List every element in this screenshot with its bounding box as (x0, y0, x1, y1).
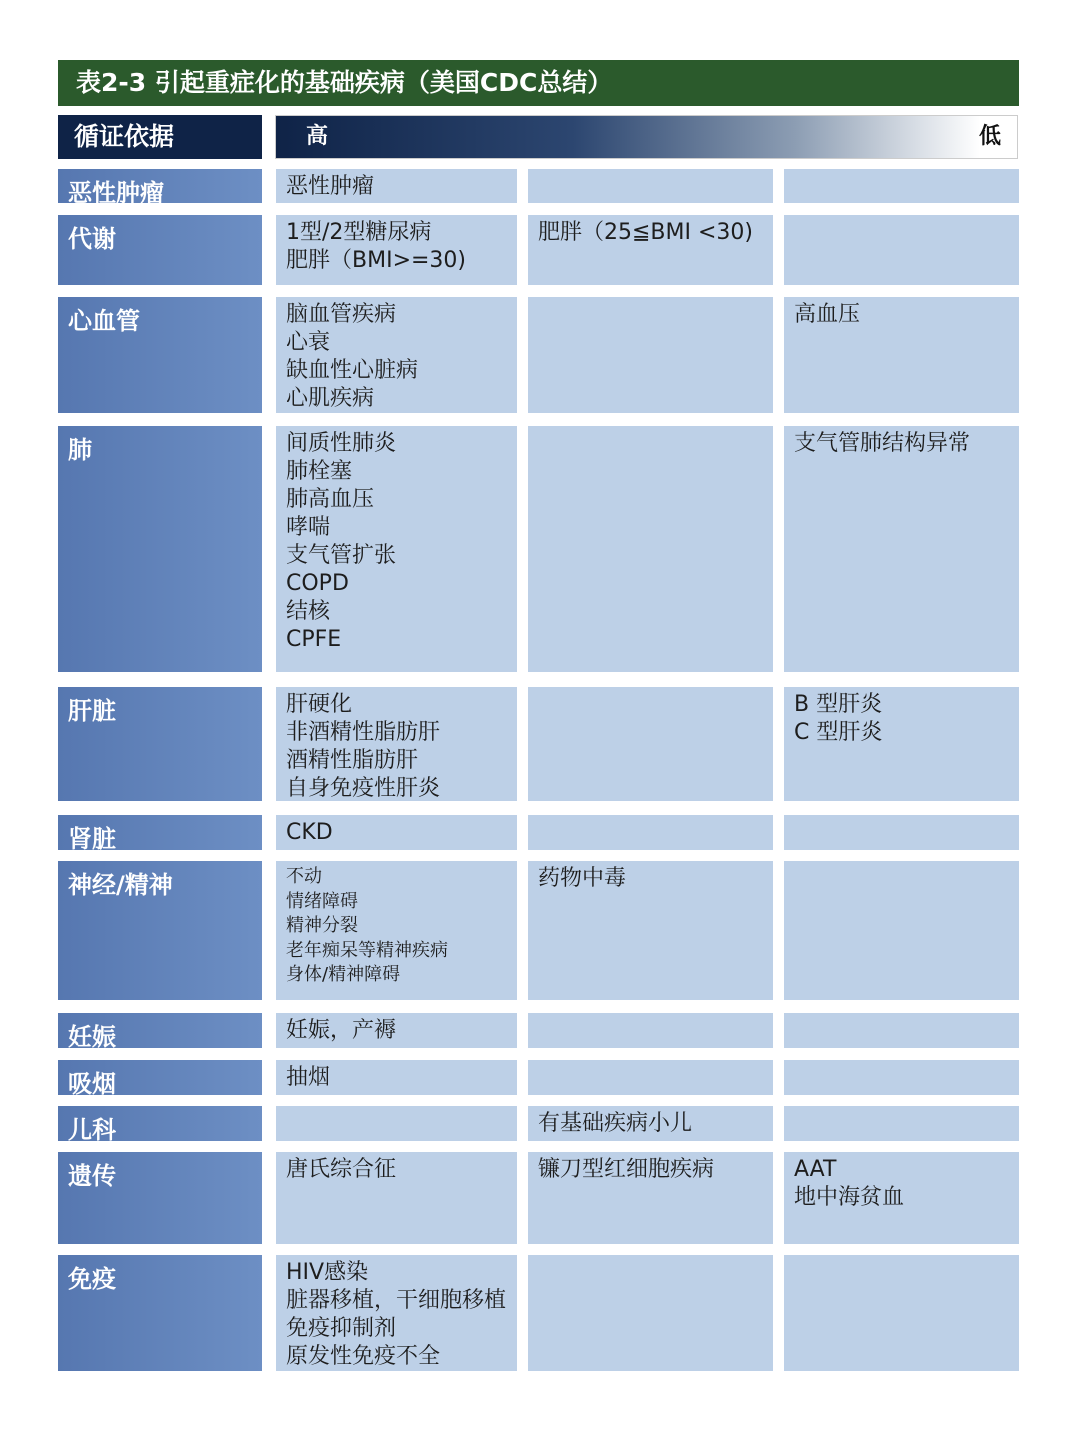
evidence-low-label: 低 (978, 124, 1001, 149)
evidence-header-label: 循证依据 (58, 115, 262, 159)
cell-low-evidence (784, 169, 1019, 203)
table-row (58, 426, 1019, 672)
cell-high-evidence: 抽烟 (276, 1060, 517, 1095)
cell-low-evidence (784, 861, 1019, 1000)
table-row (58, 1255, 1019, 1371)
table-row (58, 169, 1019, 207)
cell-low-evidence (784, 1255, 1019, 1371)
cell-low-evidence (784, 215, 1019, 285)
table-row (58, 861, 1019, 1000)
row-category-label: 遗传 (58, 1152, 262, 1244)
cell-low-evidence (784, 815, 1019, 850)
table-row (58, 1013, 1019, 1051)
cell-low-evidence: AAT 地中海贫血 (784, 1152, 1019, 1244)
cell-mid-evidence (528, 815, 773, 850)
cell-high-evidence (276, 1106, 517, 1141)
row-category-label: 肾脏 (58, 815, 262, 850)
cell-mid-evidence (528, 1013, 773, 1048)
row-category-label: 肺 (58, 426, 262, 672)
cell-high-evidence: 间质性肺炎 肺栓塞 肺高血压 哮喘 支气管扩张 COPD 结核 CPFE (276, 426, 517, 672)
row-category-label: 妊娠 (58, 1013, 262, 1048)
table-row (58, 815, 1019, 853)
cell-mid-evidence (528, 1255, 773, 1371)
cell-low-evidence (784, 1013, 1019, 1048)
cell-mid-evidence: 肥胖（25≦BMI <30) (528, 215, 773, 285)
table-row (58, 1152, 1019, 1244)
cell-mid-evidence (528, 687, 773, 801)
row-category-label: 心血管 (58, 297, 262, 413)
cell-low-evidence: 高血压 (784, 297, 1019, 413)
cell-high-evidence: 恶性肿瘤 (276, 169, 517, 203)
cell-low-evidence (784, 1060, 1019, 1095)
cell-low-evidence (784, 1106, 1019, 1141)
cell-high-evidence: 脑血管疾病 心衰 缺血性心脏病 心肌疾病 (276, 297, 517, 413)
table-title: 表2-3 引起重症化的基础疾病（美国CDC总结） (58, 60, 1019, 106)
row-category-label: 肝脏 (58, 687, 262, 801)
table-row (58, 297, 1019, 413)
cell-high-evidence: HIV感染 脏器移植，干细胞移植 免疫抑制剂 原发性免疫不全 (276, 1255, 517, 1371)
cell-high-evidence: 肝硬化 非酒精性脂肪肝 酒精性脂肪肝 自身免疫性肝炎 (276, 687, 517, 801)
cell-high-evidence: 唐氏综合征 (276, 1152, 517, 1244)
cell-high-evidence: 1型/2型糖尿病 肥胖（BMI>=30) (276, 215, 517, 285)
row-category-label: 神经/精神 (58, 861, 262, 1000)
row-category-label: 免疫 (58, 1255, 262, 1371)
table-row (58, 1106, 1019, 1144)
table-row (58, 1060, 1019, 1098)
cell-high-evidence: 妊娠，产褥 (276, 1013, 517, 1048)
table-row (58, 215, 1019, 285)
cell-mid-evidence (528, 1060, 773, 1095)
row-category-label: 代谢 (58, 215, 262, 285)
row-category-label: 吸烟 (58, 1060, 262, 1095)
cell-low-evidence: 支气管肺结构异常 (784, 426, 1019, 672)
cell-mid-evidence (528, 297, 773, 413)
evidence-gradient-bar (275, 115, 1018, 159)
cell-high-evidence: CKD (276, 815, 517, 850)
evidence-high-label: 高 (306, 124, 329, 149)
cell-mid-evidence: 有基础疾病小儿 (528, 1106, 773, 1141)
cell-mid-evidence (528, 426, 773, 672)
cell-mid-evidence: 药物中毒 (528, 861, 773, 1000)
cell-mid-evidence: 镰刀型红细胞疾病 (528, 1152, 773, 1244)
table-row (58, 687, 1019, 801)
row-category-label: 儿科 (58, 1106, 262, 1141)
cell-low-evidence: B 型肝炎 C 型肝炎 (784, 687, 1019, 801)
cell-mid-evidence (528, 169, 773, 203)
row-category-label: 恶性肿瘤 (58, 169, 262, 203)
cell-high-evidence: 不动 情绪障碍 精神分裂 老年痴呆等精神疾病 身体/精神障碍 (276, 861, 517, 1000)
